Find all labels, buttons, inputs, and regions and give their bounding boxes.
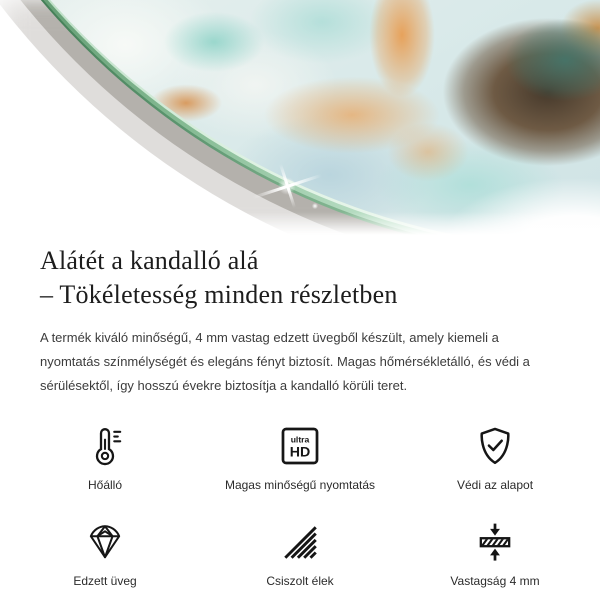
ultra-hd-icon (279, 422, 321, 470)
feature-item-high-quality-print (180, 422, 420, 492)
product-description: A termék kiváló minőségű, 4 mm vastag edzett üvegből készült, amely kiemeli a nyomtatás színmélységét és elegáns fényt biztosít. Magas hőmérsékletálló, és védi a sérülésektől, így hosszú évekre biztosítja a kandalló körüli teret. (40, 329, 530, 393)
ultra-hd-badge-top: ultra (290, 434, 310, 445)
feature-label: Magas minőségű nyomtatás (224, 477, 376, 492)
product-image (0, 0, 600, 238)
feature-label: Hőálló (87, 477, 123, 492)
hero-bottom-fade (0, 212, 600, 238)
ultra-hd-badge-bottom: HD (289, 444, 311, 461)
feature-item-tempered-glass (30, 518, 180, 588)
diamond-icon (84, 518, 126, 566)
feature-item-protects-base (420, 422, 570, 492)
feature-label: Edzett üveg (73, 573, 137, 588)
thickness-icon (474, 518, 516, 566)
sparkle-dot-icon (312, 203, 318, 209)
feature-label: Védi az alapot (456, 477, 534, 492)
shield-check-icon (474, 422, 516, 470)
page-title-line1: Alátét a kandalló alá (40, 246, 259, 275)
feature-item-polished-edges (180, 518, 420, 588)
feature-item-thickness (420, 518, 570, 588)
feature-item-heat-resistant (30, 422, 180, 492)
thermometer-icon (84, 422, 126, 470)
beveled-edge-icon (279, 518, 321, 566)
feature-label: Csiszolt élek (266, 573, 334, 588)
feature-grid (0, 422, 600, 588)
page-title (40, 244, 560, 312)
page-title-line2: – Tökéletesség minden részletben (40, 279, 398, 309)
feature-label: Vastagság 4 mm (450, 573, 540, 588)
